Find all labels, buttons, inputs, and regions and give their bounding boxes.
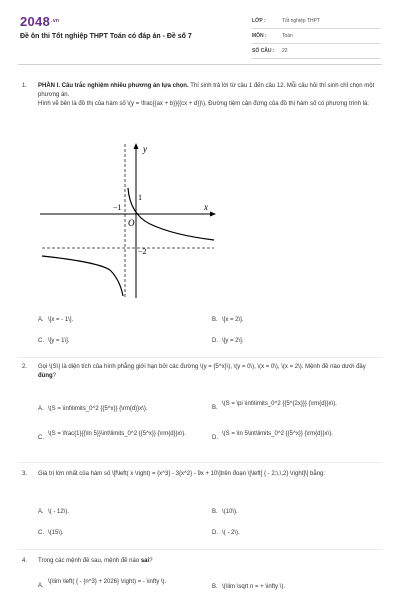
x-axis-label: x (204, 202, 208, 212)
y-axis-arrow (134, 143, 139, 149)
tick-label-1: 1 (138, 193, 142, 202)
part-intro: Thí sinh trả lời từ câu 1 đến câu 12. Mỗi câu hỏi thí sinh chỉ chọn một phương án. (38, 83, 375, 98)
option-text: \( - 12\). (48, 509, 70, 515)
q3-option-d[interactable] (212, 529, 382, 539)
option-text: \(15\). (48, 530, 64, 536)
q1-option-c[interactable] (38, 337, 208, 347)
meta-class-label: LỚP : (252, 18, 266, 24)
option-text: \(S = \ln 5\int\limits_0^2 {{5^x}} {\rm{d}}x\). (222, 431, 333, 437)
page-header (0, 0, 400, 60)
option-label: C. (38, 338, 44, 344)
option-text: \[y = 1\]. (48, 338, 70, 344)
question-4 (22, 557, 382, 567)
option-label: C. (38, 530, 44, 536)
origin-label: O (128, 218, 135, 228)
question-keyword: đúng (38, 373, 53, 379)
meta-subject-label: MÔN : (252, 33, 267, 39)
option-label: B. (212, 584, 218, 590)
option-label: B. (212, 405, 218, 411)
question-text (38, 557, 382, 566)
option-label: B. (212, 509, 218, 515)
question-number: 3. (22, 471, 28, 477)
question-number: 4. (22, 558, 28, 564)
question-separator (18, 462, 382, 463)
question-stem: Trong các mệnh đề sau, mệnh đề nào (38, 558, 141, 564)
q1-option-a[interactable] (38, 316, 208, 326)
option-label: A. (38, 317, 44, 323)
option-label: A. (38, 583, 44, 589)
question-text (38, 363, 382, 381)
question-stem-end: ? (149, 558, 153, 564)
q4-option-a[interactable] (38, 578, 208, 598)
option-text: \(\lim \sqrt n = + \infty \). (222, 584, 286, 590)
question-number: 1. (22, 83, 28, 89)
question-stem: Hình vẽ bên là đồ thị của hàm số \(y = \frac{{ax + b}}{{cx + d}}\). Đường tiệm cận đứng của đồ thị hàm số có phương trình là: (38, 101, 369, 107)
q3-option-a[interactable] (38, 508, 208, 518)
question-keyword: sai (140, 558, 150, 564)
q2-option-a[interactable] (38, 405, 208, 421)
q2-option-b[interactable] (212, 400, 382, 420)
option-label: D. (212, 530, 218, 536)
option-label: A. (38, 406, 44, 412)
q4-option-b[interactable] (212, 583, 382, 593)
question-stem: Gọi \(S\) là diện tích của hình phẳng giới hạn bởi các đường \(y = {5^x}\), \(y = 0\), \(x = 0\), \(x = 2\). Mệnh đề nào dưới đây (38, 364, 366, 370)
question-separator (18, 549, 382, 550)
option-text: \(S = \int\limits_0^2 {{5^x}} {\rm{d}}x\). (48, 406, 148, 412)
q2-option-d[interactable] (212, 430, 382, 450)
question-text: Giá trị lớn nhất của hàm số \[f\left( x \right) = {x^3} - 3{x^2} - 9x + 10\]trên đoạn \[\left[ { - 2;\,\,2} \right]\] bằng: (38, 471, 326, 477)
q1-option-b[interactable] (212, 316, 382, 326)
question-stem-end: ? (52, 373, 57, 379)
header-divider (18, 64, 382, 65)
site-logo[interactable] (20, 14, 59, 29)
meta-count-value: 22 (282, 48, 288, 54)
meta-count-label: SỐ CÂU : (252, 48, 275, 54)
meta-class-value: Tốt nghiệp THPT (282, 18, 320, 24)
meta-table (252, 14, 380, 59)
option-label: B. (212, 317, 218, 323)
q2-option-c[interactable] (38, 430, 208, 450)
meta-row-subject (252, 29, 380, 44)
meta-subject-value: Toán (282, 33, 293, 39)
tick-label-neg1: −1 (113, 203, 122, 212)
option-label: A. (38, 509, 44, 515)
curve-left-branch (42, 256, 123, 296)
y-axis-label: y (143, 144, 147, 154)
part-heading: PHẦN I. Câu trắc nghiệm nhiều phương án lựa chọn. (38, 83, 189, 89)
option-text: \(S = \pi \int\limits_0^2 {{5^{2x}}} {\rm{d}}x\). (222, 401, 337, 407)
option-text: \(10\). (222, 509, 238, 515)
logo-text: 2048 (20, 14, 51, 29)
tick-label-neg2: −2 (138, 247, 147, 256)
q1-option-d[interactable] (212, 337, 382, 347)
q3-option-c[interactable] (38, 529, 208, 539)
question-separator (18, 357, 382, 358)
document-title: Đề ôn thi Tốt nghiệp THPT Toán có đáp án - Đề số 7 (20, 33, 192, 40)
logo-suffix: .vn (51, 18, 60, 24)
question-text (38, 82, 382, 109)
question-1 (22, 82, 382, 142)
question-3 (22, 470, 382, 492)
option-text: \[x = - 1\]. (48, 317, 74, 323)
option-text: \(\lim \left( { - {n^3} + 2026} \right) = - \infty \). (48, 579, 167, 585)
x-axis-arrow (210, 212, 216, 217)
question-2 (22, 363, 382, 393)
function-graph (38, 140, 218, 300)
option-text: \[x = 2\]. (222, 317, 244, 323)
option-label: C. (38, 435, 44, 441)
option-text: \[y = 2\]. (222, 338, 244, 344)
meta-row-class (252, 14, 380, 29)
meta-row-count (252, 44, 380, 59)
q3-option-b[interactable] (212, 508, 382, 518)
question-number: 2. (22, 364, 28, 370)
option-label: D. (212, 435, 218, 441)
option-text: \(S = \frac{1}{{\ln 5}}\int\limits_0^2 {{5^x}} {\rm{d}}x\). (48, 431, 186, 437)
option-label: D. (212, 338, 218, 344)
option-text: \( - 2\). (222, 530, 240, 536)
